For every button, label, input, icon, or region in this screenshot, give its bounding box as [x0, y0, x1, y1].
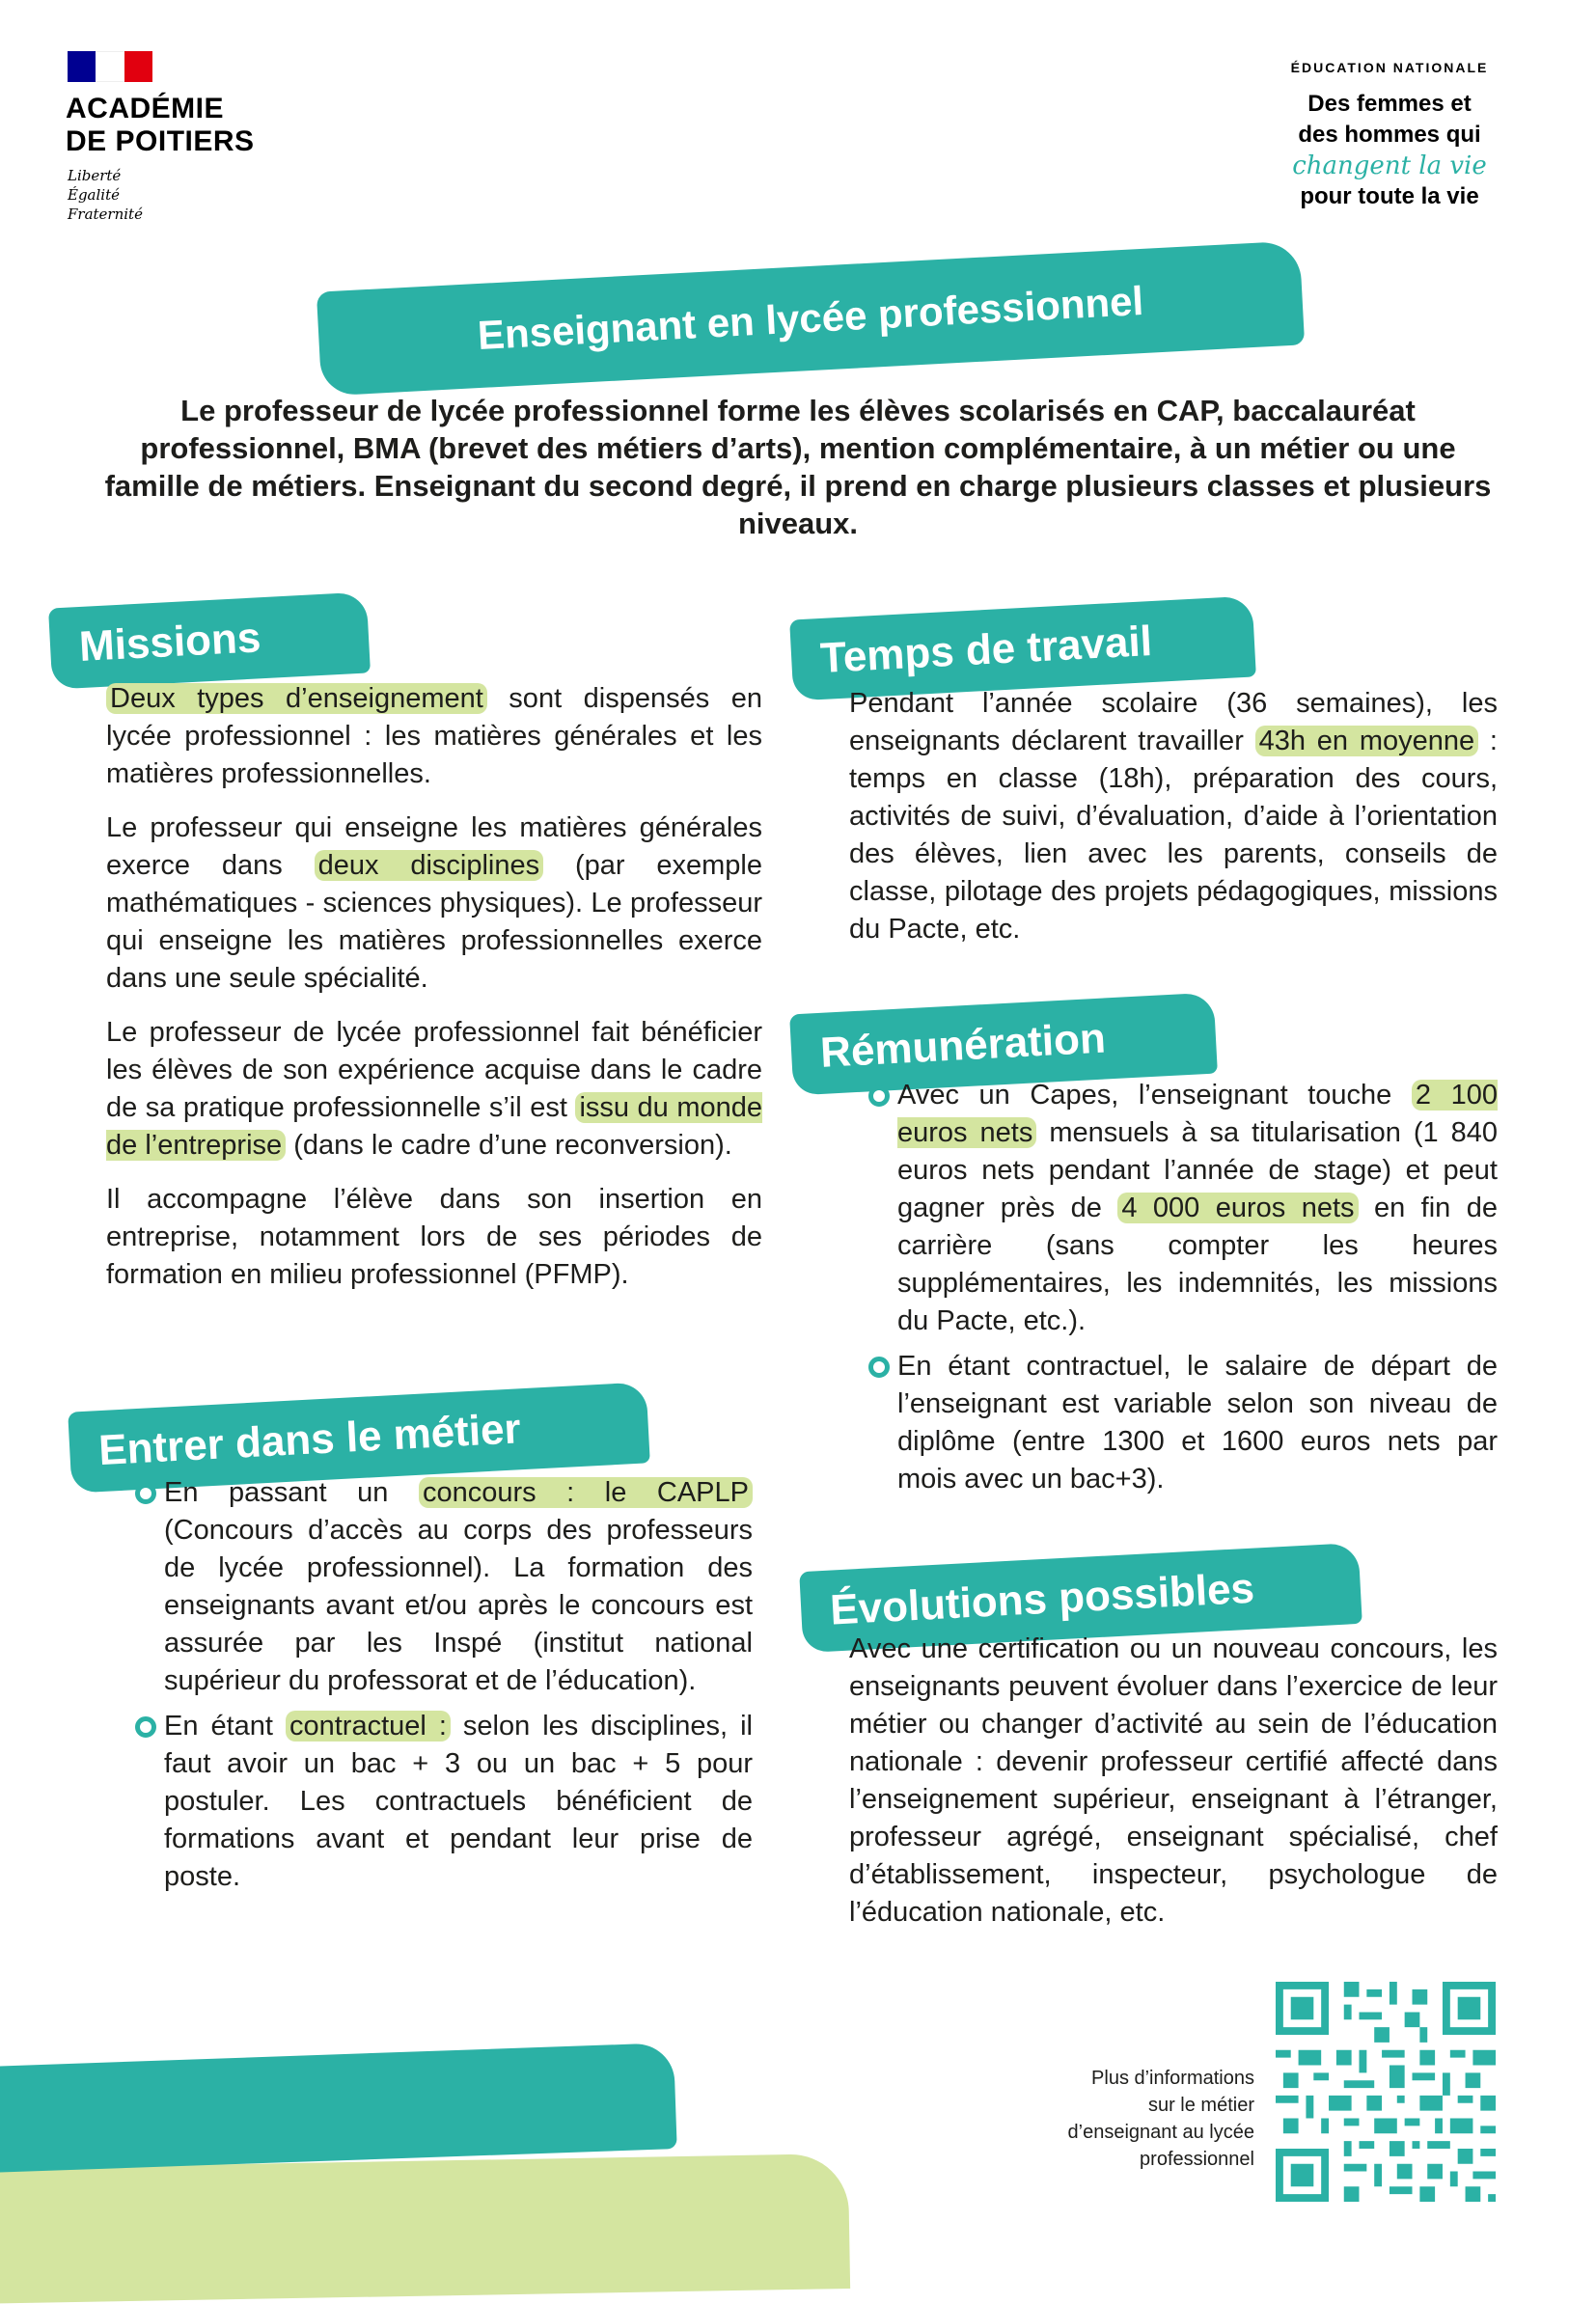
bullet-icon [135, 1716, 156, 1738]
list-item: En passant un concours : le CAPLP (Concours d’accès au corps des professeurs de lycée professionnel). La formation des enseignants avant et/ou après le concours est assurée par les Inspé (institut national supérieur du professorat et de l’éducation). [135, 1474, 753, 1700]
entrer-text [135, 1474, 753, 1904]
missions-p3: Le professeur de lycée professionnel fait bénéficier les élèves de son expérience acquise dans le cadre de sa pratique professionnelle s’il est issu du monde de l’entreprise (dans le cadre d’une reconversion). [106, 1017, 762, 1161]
academie-name: ACADÉMIE DE POITIERS [66, 93, 255, 157]
missions-p4: Il accompagne l’élève dans son insertion en entreprise, notamment lors de ses périodes de formation en milieu professionnel (PFMP). [106, 1184, 762, 1290]
devise: Liberté Égalité Fraternité [68, 167, 143, 223]
highlight: concours : le CAPLP [419, 1477, 753, 1508]
bullet-icon [868, 1357, 890, 1378]
more-info-caption: Plus d’informations sur le métier d’enseignant au lycée professionnel [1067, 2068, 1254, 2170]
list-item: En étant contractuel, le salaire de départ de l’enseignant est variable selon son niveau de diplôme (entre 1300 et 1600 euros nets par mois avec un bac+3). [868, 1348, 1498, 1498]
evolutions-text: Avec une certification ou un nouveau concours, les enseignants peuvent évoluer dans l’exercice de leur métier ou changer d’activité au sein de l’éducation nationale : devenir professeur certifié affecté dans l’enseignement supérieur, enseignant à l’étranger, professeur agrégé, enseignant spécialisé, chef d’établissement, inspecteur, psychologue de l’éducation nationale, etc. [849, 1633, 1498, 1928]
highlight: contractuel : [286, 1711, 451, 1742]
decorative-brush-teal [0, 2043, 677, 2174]
republique-flag-logo [68, 51, 152, 82]
remuneration-heading: Rémunération [789, 993, 1218, 1096]
highlight: 2 100 euros nets [897, 1080, 1498, 1148]
list-item: Avec un Capes, l’enseignant touche 2 100 euros nets mensuels à sa titularisation (1 840 euros nets pendant l’année de stage) et peut gagner près de 4 000 euros nets en fin de carrière (sans compter les heures supplémentaires, les indemnités, les missions du Pacte, etc.). [868, 1077, 1498, 1340]
entrer-heading: Entrer dans le métier [68, 1382, 650, 1493]
highlight: issu du monde de l’entreprise [106, 1092, 762, 1161]
decorative-brush-green [0, 2153, 850, 2304]
temps-heading: Temps de travail [789, 595, 1256, 700]
remuneration-text [868, 1077, 1498, 1506]
temps-text: Pendant l’année scolaire (36 semaines), les enseignants déclarent travailler 43h en moyenne : temps en classe (18h), préparation des cours, activités de suivi, d’évaluation, d’aide à l’orientation des élèves, lien avec les parents, conseils de classe, pilotage des projets pédagogiques, missions du Pacte, etc. [849, 688, 1498, 945]
page-title: Enseignant en lycée professionnel [316, 240, 1305, 396]
bullet-icon [135, 1483, 156, 1504]
missions-p1: Deux types d’enseignement sont dispensés en lycée professionnel : les matières générales et les matières professionnelles. [106, 683, 762, 789]
evolutions-heading: Évolutions possibles [799, 1543, 1362, 1653]
highlight: 43h en moyenne [1255, 726, 1479, 756]
bullet-icon [868, 1085, 890, 1107]
highlight: deux disciplines [315, 850, 544, 881]
missions-p2: Le professeur qui enseigne les matières générales exerce dans deux disciplines (par exemple mathématiques - sciences physiques). Le professeur qui enseigne les matières professionnelles exerce dans une seule spécialité. [106, 812, 762, 994]
highlight: 4 000 euros nets [1117, 1193, 1358, 1223]
slogan: Des femmes et des hommes qui changent la vie pour toute la vie [1292, 91, 1487, 209]
intro-paragraph: Le professeur de lycée professionnel forme les élèves scolarisés en CAP, baccalauréat professionnel, BMA (brevet des métiers d’arts), mention complémentaire, à un métier ou une famille de métiers. Enseignant du second degré, il prend en charge plusieurs classes et plusieurs niveaux. [104, 394, 1492, 540]
missions-heading: Missions [48, 591, 371, 689]
missions-text [106, 680, 762, 1310]
highlight: Deux types d’enseignement [106, 683, 487, 714]
qr-code-icon[interactable] [1276, 1982, 1496, 2202]
education-nationale-label: ÉDUCATION NATIONALE [1290, 60, 1489, 75]
list-item: En étant contractuel : selon les disciplines, il faut avoir un bac + 3 ou un bac + 5 pour postuler. Les contractuels bénéficient de formations avant et pendant leur prise de poste. [135, 1708, 753, 1896]
